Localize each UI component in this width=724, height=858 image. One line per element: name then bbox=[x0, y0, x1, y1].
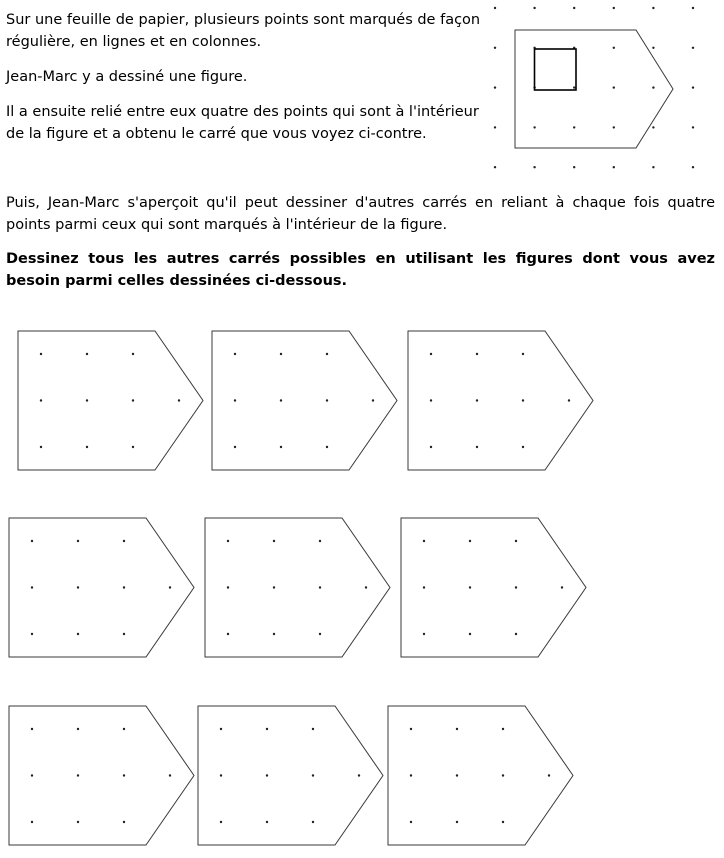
grid-dot bbox=[430, 446, 432, 448]
grid-dot bbox=[494, 166, 496, 168]
grid-dot bbox=[533, 7, 535, 9]
answer-figure bbox=[9, 518, 194, 657]
grid-dot bbox=[31, 728, 33, 730]
grid-dot bbox=[410, 821, 412, 823]
grid-dot bbox=[312, 728, 314, 730]
grid-dot bbox=[573, 126, 575, 128]
grid-dot bbox=[234, 353, 236, 355]
answer-figure bbox=[205, 518, 390, 657]
grid-dot bbox=[234, 446, 236, 448]
grid-dot bbox=[515, 540, 517, 542]
grid-dot bbox=[312, 821, 314, 823]
grid-dot bbox=[77, 821, 79, 823]
intro-paragraph-2: Jean-Marc y a dessiné une figure. bbox=[6, 69, 248, 85]
grid-dot bbox=[494, 86, 496, 88]
grid-dot bbox=[234, 399, 236, 401]
grid-dot bbox=[40, 446, 42, 448]
grid-dot bbox=[220, 821, 222, 823]
grid-dot bbox=[77, 774, 79, 776]
grid-dot bbox=[326, 353, 328, 355]
grid-dot bbox=[522, 353, 524, 355]
grid-dot bbox=[31, 774, 33, 776]
grid-dot bbox=[77, 586, 79, 588]
grid-dot bbox=[476, 399, 478, 401]
grid-dot bbox=[169, 774, 171, 776]
grid-dot bbox=[31, 586, 33, 588]
grid-dot bbox=[652, 47, 654, 49]
grid-dot bbox=[613, 7, 615, 9]
answer-pentagon-outline bbox=[212, 331, 397, 470]
grid-dot bbox=[266, 728, 268, 730]
grid-dot bbox=[613, 126, 615, 128]
grid-dot bbox=[613, 47, 615, 49]
grid-dot bbox=[548, 774, 550, 776]
grid-dot bbox=[430, 353, 432, 355]
answer-pentagon-outline bbox=[205, 518, 390, 657]
grid-dot bbox=[365, 586, 367, 588]
grid-dot bbox=[573, 7, 575, 9]
grid-dot bbox=[423, 633, 425, 635]
grid-dot bbox=[280, 399, 282, 401]
answer-pentagon-outline bbox=[9, 518, 194, 657]
grid-dot bbox=[86, 399, 88, 401]
answer-pentagon-outline bbox=[388, 706, 573, 845]
instruction-paragraph: Dessinez tous les autres carrés possibles en utilisant les figures dont vous avez besoin parmi celles dessinées ci-dessous. bbox=[6, 251, 715, 289]
grid-dot bbox=[77, 633, 79, 635]
grid-dot bbox=[522, 446, 524, 448]
answer-figure bbox=[401, 518, 586, 657]
grid-dot bbox=[410, 774, 412, 776]
grid-dot bbox=[266, 821, 268, 823]
grid-dot bbox=[31, 633, 33, 635]
grid-dot bbox=[469, 633, 471, 635]
grid-dot bbox=[652, 126, 654, 128]
grid-dot bbox=[502, 821, 504, 823]
grid-dot bbox=[123, 540, 125, 542]
grid-dot bbox=[423, 540, 425, 542]
answer-figure bbox=[198, 706, 383, 845]
grid-dot bbox=[533, 166, 535, 168]
intro-paragraph-1: Sur une feuille de papier, plusieurs points sont marqués de façon régulière, en lignes et en colonnes. bbox=[6, 12, 481, 50]
grid-dot bbox=[494, 126, 496, 128]
grid-dot bbox=[613, 166, 615, 168]
grid-dot bbox=[40, 399, 42, 401]
grid-dot bbox=[273, 586, 275, 588]
grid-dot bbox=[568, 399, 570, 401]
grid-dot bbox=[86, 446, 88, 448]
grid-dot bbox=[319, 586, 321, 588]
grid-dot bbox=[227, 586, 229, 588]
answer-figure bbox=[212, 331, 397, 470]
grid-dot bbox=[692, 86, 694, 88]
grid-dot bbox=[266, 774, 268, 776]
grid-dot bbox=[573, 166, 575, 168]
grid-dot bbox=[515, 633, 517, 635]
grid-dot bbox=[132, 446, 134, 448]
grid-dot bbox=[280, 353, 282, 355]
grid-dot bbox=[613, 86, 615, 88]
grid-dot bbox=[319, 540, 321, 542]
grid-dot bbox=[522, 399, 524, 401]
grid-dot bbox=[132, 399, 134, 401]
grid-dot bbox=[326, 399, 328, 401]
grid-dot bbox=[652, 166, 654, 168]
grid-dot bbox=[652, 7, 654, 9]
grid-dot bbox=[178, 399, 180, 401]
grid-dot bbox=[86, 353, 88, 355]
grid-dot bbox=[502, 774, 504, 776]
grid-dot bbox=[652, 86, 654, 88]
grid-dot bbox=[77, 728, 79, 730]
grid-dot bbox=[456, 774, 458, 776]
answer-figures bbox=[9, 331, 593, 845]
grid-dot bbox=[692, 126, 694, 128]
grid-dot bbox=[123, 774, 125, 776]
grid-dot bbox=[410, 728, 412, 730]
grid-dot bbox=[31, 821, 33, 823]
grid-dot bbox=[312, 774, 314, 776]
grid-dot bbox=[31, 540, 33, 542]
grid-dot bbox=[423, 586, 425, 588]
grid-dot bbox=[476, 353, 478, 355]
grid-dot bbox=[494, 7, 496, 9]
example-pentagon-outline bbox=[515, 30, 673, 148]
grid-dot bbox=[456, 821, 458, 823]
grid-dot bbox=[132, 353, 134, 355]
grid-dot bbox=[372, 399, 374, 401]
grid-dot bbox=[123, 821, 125, 823]
grid-dot bbox=[502, 728, 504, 730]
grid-dot bbox=[573, 86, 575, 88]
grid-dot bbox=[280, 446, 282, 448]
answer-pentagon-outline bbox=[198, 706, 383, 845]
followup-paragraph: Puis, Jean-Marc s'aperçoit qu'il peut dessiner d'autres carrés en reliant à chaque fois quatre points parmi ceux qui sont marqués à l'intérieur de la figure. bbox=[6, 195, 715, 233]
grid-dot bbox=[77, 540, 79, 542]
grid-dot bbox=[692, 166, 694, 168]
answer-pentagon-outline bbox=[9, 706, 194, 845]
grid-dot bbox=[123, 728, 125, 730]
answer-figure bbox=[18, 331, 203, 470]
grid-dot bbox=[494, 47, 496, 49]
answer-figure bbox=[408, 331, 593, 470]
grid-dot bbox=[326, 446, 328, 448]
grid-dot bbox=[227, 633, 229, 635]
grid-dot bbox=[273, 633, 275, 635]
grid-dot bbox=[692, 47, 694, 49]
grid-dot bbox=[430, 399, 432, 401]
grid-dot bbox=[319, 633, 321, 635]
grid-dot bbox=[469, 540, 471, 542]
grid-dot bbox=[273, 540, 275, 542]
example-figure bbox=[494, 7, 694, 169]
grid-dot bbox=[561, 586, 563, 588]
grid-dot bbox=[515, 586, 517, 588]
answer-figure bbox=[388, 706, 573, 845]
grid-dot bbox=[40, 353, 42, 355]
answer-pentagon-outline bbox=[401, 518, 586, 657]
answer-figure bbox=[9, 706, 194, 845]
example-drawn-square bbox=[535, 49, 577, 90]
grid-dot bbox=[220, 774, 222, 776]
grid-dot bbox=[123, 633, 125, 635]
grid-dot bbox=[456, 728, 458, 730]
grid-dot bbox=[358, 774, 360, 776]
grid-dot bbox=[169, 586, 171, 588]
grid-dot bbox=[123, 586, 125, 588]
grid-dot bbox=[227, 540, 229, 542]
grid-dot bbox=[533, 126, 535, 128]
grid-dot bbox=[469, 586, 471, 588]
grid-dot bbox=[476, 446, 478, 448]
grid-dot bbox=[220, 728, 222, 730]
intro-paragraph-3: Il a ensuite relié entre eux quatre des points qui sont à l'intérieur de la figure et a obtenu le carré que vous voyez ci-contre. bbox=[6, 104, 479, 142]
grid-dot bbox=[692, 7, 694, 9]
answer-pentagon-outline bbox=[408, 331, 593, 470]
answer-pentagon-outline bbox=[18, 331, 203, 470]
